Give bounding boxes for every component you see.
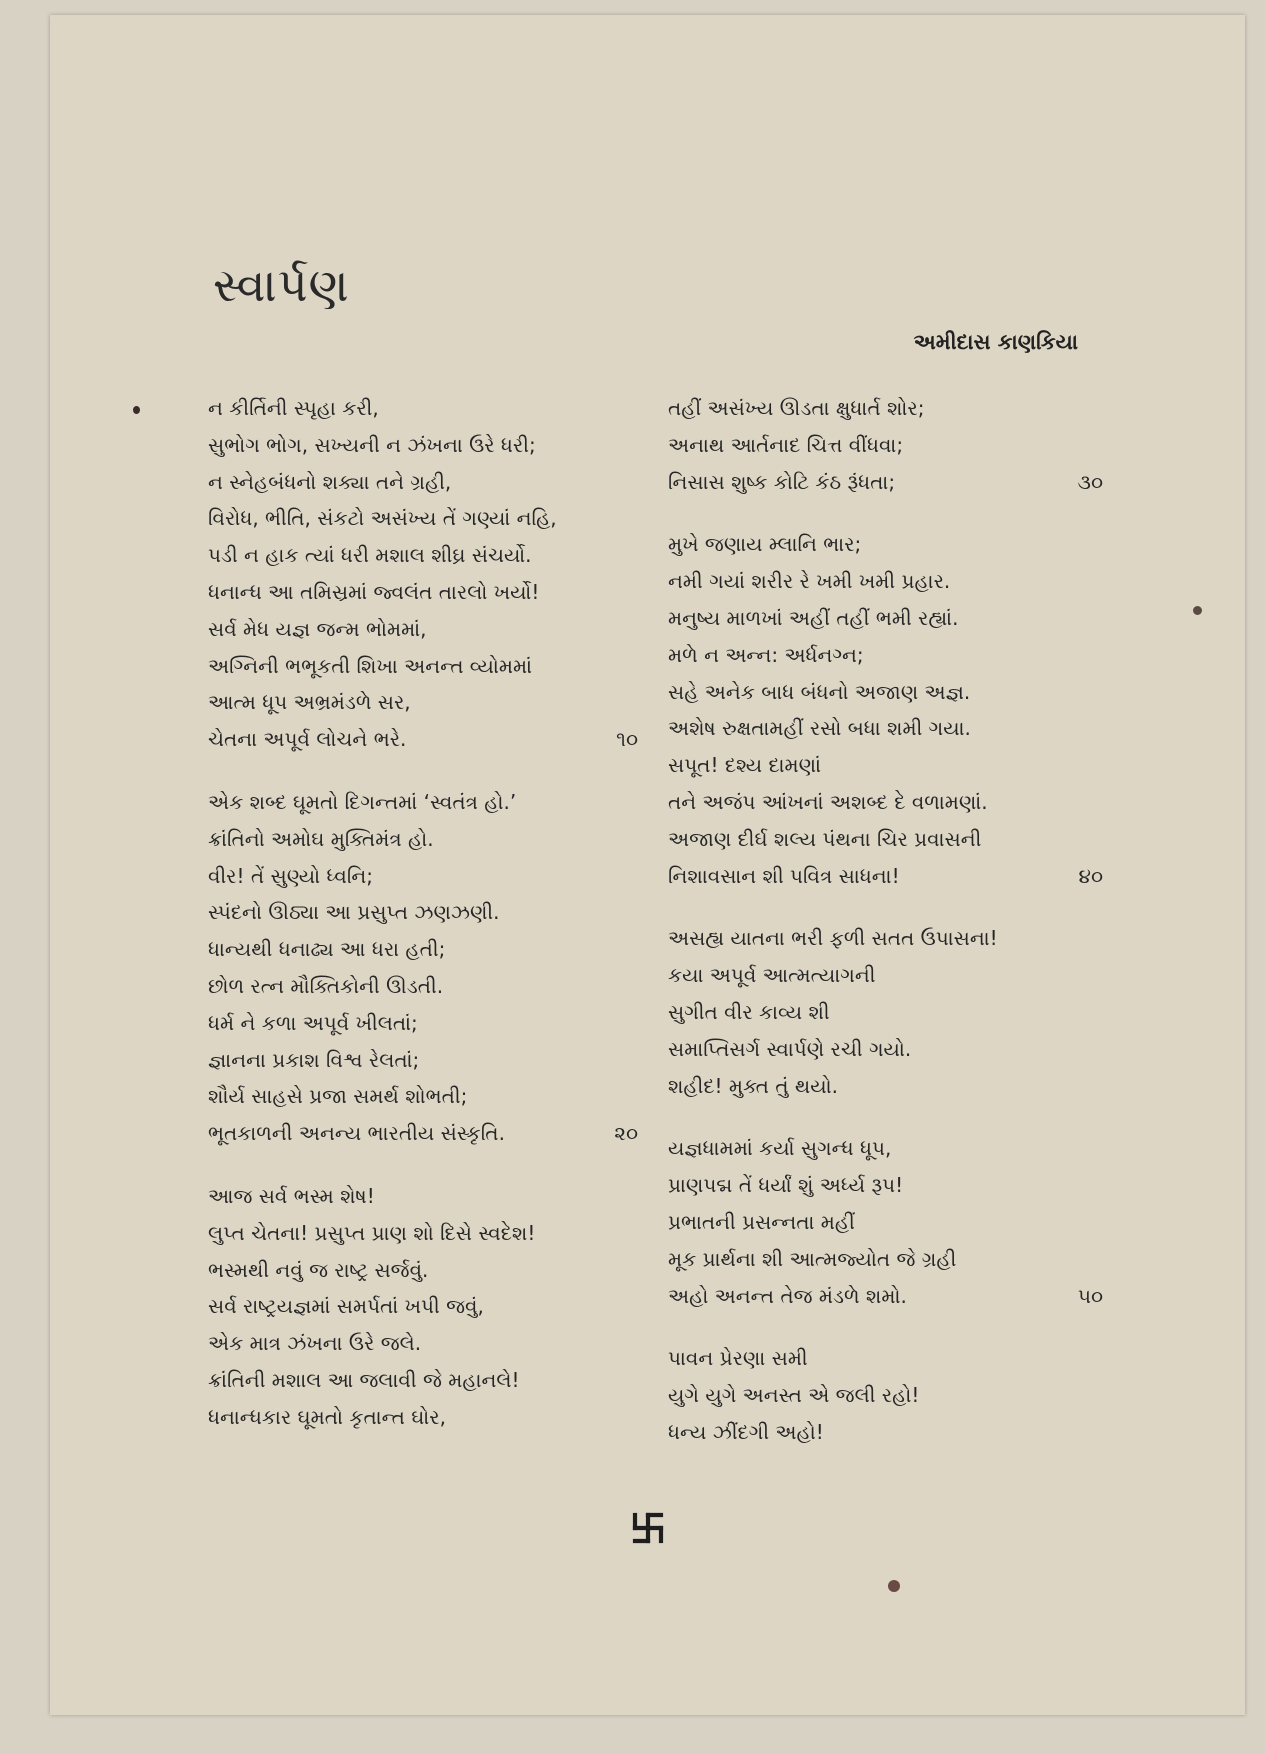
line-number: ૪૦ (1078, 863, 1103, 888)
poem-line-text: ધનાન્ધ આ તમિસ્રમાં જ્વલંત તારલો ખર્યો! (208, 579, 540, 604)
poem-line-text: ભસ્મથી નવું જ રાષ્ટ્ર સર્જવું. (208, 1257, 429, 1282)
poem-line (668, 821, 1098, 858)
poem-line-text: તહીં અસંખ્ય ઊડતા ક્ષુધાર્ત શોર; (668, 396, 925, 420)
poem-line-text: ક્રાંતિનો અમોઘ મુક્તિમંત્ર હો. (208, 826, 434, 851)
poem-line-text: એક શબ્દ ઘૂમતો દિગન્તમાં ‘સ્વતંત્ર હો.’ (208, 789, 517, 814)
poem-line-text: મૂક પ્રાર્થના શી આત્મજ્યોત જે ગ્રહી (668, 1246, 957, 1271)
stanza (668, 920, 1098, 1104)
poem-line-text: યજ્ઞધામમાં કર્યા સુગન્ધ ધૂપ, (668, 1136, 892, 1161)
swastika-icon (632, 1512, 664, 1544)
poem-line-text: ધનાન્ધકાર ઘૂમતો કૃતાન્ત ઘોર, (208, 1404, 447, 1429)
poem-line (668, 1068, 1098, 1105)
poem-line-text: ન સ્નેહબંધનો શક્યા તને ગ્રહી, (208, 469, 452, 494)
poem-line (668, 957, 1098, 994)
poem-line (208, 1362, 638, 1399)
poem-line-text: સર્વ રાષ્ટ્રયજ્ઞમાં સમર્પતાં ખપી જવું, (208, 1294, 484, 1319)
poem-line-text: વીર! તેં સુણ્યો ધ્વનિ; (208, 863, 374, 888)
poem-line-text: લુપ્ત ચેતના! પ્રસુપ્ત પ્રાણ શો દિસે સ્વદેશ! (208, 1220, 536, 1245)
poem-line (208, 968, 638, 1005)
poem-line (668, 563, 1098, 600)
poem-line-text: શૌર્ય સાહસે પ્રજા સમર્થ શોભતી; (208, 1084, 468, 1109)
poem-line (208, 784, 638, 821)
poem-line (208, 858, 638, 895)
poem-line-text: શહીદ! મુક્ત તું થયો. (668, 1073, 838, 1098)
line-number: ૩૦ (1077, 469, 1103, 494)
poem-line (208, 1399, 638, 1436)
poem-line (668, 710, 1098, 747)
poem-title: સ્વાર્પણ (213, 258, 350, 312)
poem-line-text: અગ્નિની ભભૂકતી શિખા અનન્ત વ્યોમમાં (208, 653, 533, 678)
poem-line-text: ધર્મ ને કળા અપૂર્વ ખીલતાં; (208, 1010, 418, 1035)
poem-line (208, 684, 638, 721)
poem-line (208, 1005, 638, 1042)
poem-line (208, 537, 638, 574)
line-number: ૧૦ (616, 727, 638, 752)
poem-line (668, 1241, 1098, 1278)
poem-line (208, 427, 638, 464)
poem-line-text: એક માત્ર ઝંખના ઉરે જલે. (208, 1331, 422, 1356)
poem-line-text: અશેષ રુક્ષતામહીં રસો બધા શમી ગયા. (668, 716, 971, 741)
poem-line (208, 1325, 638, 1362)
poem-line-text: સુગીત વીર કાવ્ય શી (668, 999, 830, 1024)
poem-line (668, 600, 1098, 637)
poem-line-text: મુખે જણાય મ્લાનિ ભાર; (668, 532, 862, 557)
poem-line (668, 784, 1098, 821)
poem-line-text: જ્ઞાનના પ્રકાશ વિશ્વ રેલતાં; (208, 1047, 420, 1072)
poem-line-text: ચેતના અપૂર્વ લોચને ભરે. (208, 727, 407, 752)
poem-line-text: સુભોગ ભોગ, સખ્યની ન ઝંખના ઉરે ધરી; (208, 432, 536, 457)
poem-line (208, 1288, 638, 1325)
poem-line (668, 858, 1103, 895)
poem-line-text: આજ સર્વ ભસ્મ શેષ! (208, 1183, 375, 1208)
poem-line (208, 390, 638, 427)
poem-line (208, 574, 638, 611)
stanza (668, 526, 1103, 894)
stanza (208, 390, 638, 758)
poem-line (668, 1167, 1098, 1204)
poem-line (208, 648, 638, 685)
poem-line-text: તને અજંપ આંખનાં અશબ્દ દે વળામણાં. (668, 789, 988, 814)
poem-line (668, 526, 1098, 563)
author-name: અમીદાસ કાણકિયા (913, 330, 1078, 354)
poem-line-text: પાવન પ્રેરણા સમી (668, 1346, 808, 1371)
ink-speck (133, 406, 140, 414)
line-number: ૨૦ (614, 1121, 638, 1146)
poem-line (208, 931, 638, 968)
poem-line-text: છોળ રત્ન મૌક્તિકોની ઊડતી. (208, 973, 444, 998)
poem-line-text: આત્મ ધૂપ અભ્રમંડળે સર, (208, 690, 411, 715)
right-column (668, 390, 1103, 1477)
ink-speck (1193, 606, 1202, 615)
poem-line-text: ભૂતકાળની અનન્ય ભારતીય સંસ્કૃતિ. (208, 1121, 505, 1146)
poem-line-text: અજાણ દીર્ઘ શલ્ય પંથના ચિર પ્રવાસની (668, 826, 982, 851)
ink-speck (888, 1580, 900, 1592)
poem-line (668, 1278, 1103, 1315)
poem-line (208, 1042, 638, 1079)
poem-line (208, 894, 638, 931)
line-number: ૫૦ (1077, 1283, 1103, 1308)
poem-line (668, 920, 1098, 957)
poem-line-text: અસહ્ય યાતના ભરી ફળી સતત ઉપાસના! (668, 926, 998, 951)
poem-line (208, 1178, 638, 1215)
poem-line (208, 464, 638, 501)
poem-line (208, 721, 638, 758)
poem-line-text: વિરોધ, ભીતિ, સંકટો અસંખ્ય તેં ગણ્યાં નહિ, (208, 506, 557, 531)
poem-line-text: નિસાસ શુષ્ક કોટિ કંઠ રૂંધતા; (668, 469, 896, 494)
stanza (208, 1178, 638, 1436)
poem-line (668, 994, 1098, 1031)
poem-line-text: સમાપ્તિસર્ગ સ્વાર્પણે રચી ગયો. (668, 1036, 912, 1061)
poem-line-text: ક્રાંતિની મશાલ આ જલાવી જે મહાનલે! (208, 1367, 520, 1392)
poem-line-text: ન કીર્તિની સ્પૃહા કરી, (208, 396, 379, 420)
poem-line (668, 1204, 1098, 1241)
poem-line-text: ધાન્યથી ધનાઢ્ય આ ધરા હતી; (208, 937, 446, 962)
poem-line (208, 500, 638, 537)
poem-line-text: યુગે યુગે અનસ્ત એ જલી રહો! (668, 1383, 920, 1408)
poem-line-text: સપૂત! દશ્ય દામણાં (668, 753, 822, 778)
poem-line (668, 747, 1098, 784)
poem-line (208, 1115, 638, 1152)
left-column (208, 390, 638, 1462)
stanza (668, 1340, 1098, 1450)
poem-line (668, 390, 1098, 427)
poem-line-text: પ્રાણપદ્મ તેં ધર્યાં શું અર્ધ્ય રૂપ! (668, 1173, 904, 1198)
poem-line-text: મળે ન અન્ન: અર્ધનગ્ન; (668, 642, 864, 667)
poem-line (208, 611, 638, 648)
poem-line (208, 1215, 638, 1252)
poem-line-text: પડી ન હાક ત્યાં ધરી મશાલ શીઘ્ર સંચર્યો. (208, 543, 532, 568)
poem-line-text: અહો અનન્ત તેજ મંડળે શમો. (668, 1283, 907, 1308)
stanza (668, 1130, 1103, 1314)
poem-line (668, 674, 1098, 711)
poem-line-text: સહે અનેક બાધ બંધનો અજાણ અજ્ઞ. (668, 679, 971, 704)
poem-line (668, 427, 1098, 464)
poem-line-text: મનુષ્ય માળખાં અહીં તહીં ભમી રહ્યાં. (668, 605, 959, 630)
poem-line-text: કયા અપૂર્વ આત્મત્યાગની (668, 963, 876, 988)
poem-line-text: ધન્ય ઝીંદગી અહો! (668, 1419, 824, 1444)
poem-line (668, 637, 1098, 674)
poem-line-text: નિશાવસાન શી પવિત્ર સાધના! (668, 863, 900, 888)
poem-line (668, 1340, 1098, 1377)
stanza (208, 784, 638, 1152)
poem-line-text: નમી ગયાં શરીર રે ખમી ખમી પ્રહાર. (668, 569, 951, 594)
poem-line-text: સર્વ મેધ યજ્ઞ જન્મ ભોમમાં, (208, 616, 427, 641)
stanza (668, 390, 1103, 500)
poem-line (668, 1031, 1098, 1068)
poem-line-text: પ્રભાતની પ્રસન્નતા મહીં (668, 1209, 855, 1234)
poem-line (208, 821, 638, 858)
poem-line (668, 1130, 1098, 1167)
poem-line (668, 1414, 1098, 1451)
poem-line-text: અનાથ આર્તનાદ ચિત્ત વીંધવા; (668, 432, 904, 457)
poem-line (208, 1252, 638, 1289)
poem-line (208, 1078, 638, 1115)
poem-line (668, 1377, 1098, 1414)
poem-line-text: સ્પંદનો ઊઠ્યા આ પ્રસુપ્ત ઝણઝણી. (208, 900, 500, 925)
poem-line (668, 464, 1103, 501)
